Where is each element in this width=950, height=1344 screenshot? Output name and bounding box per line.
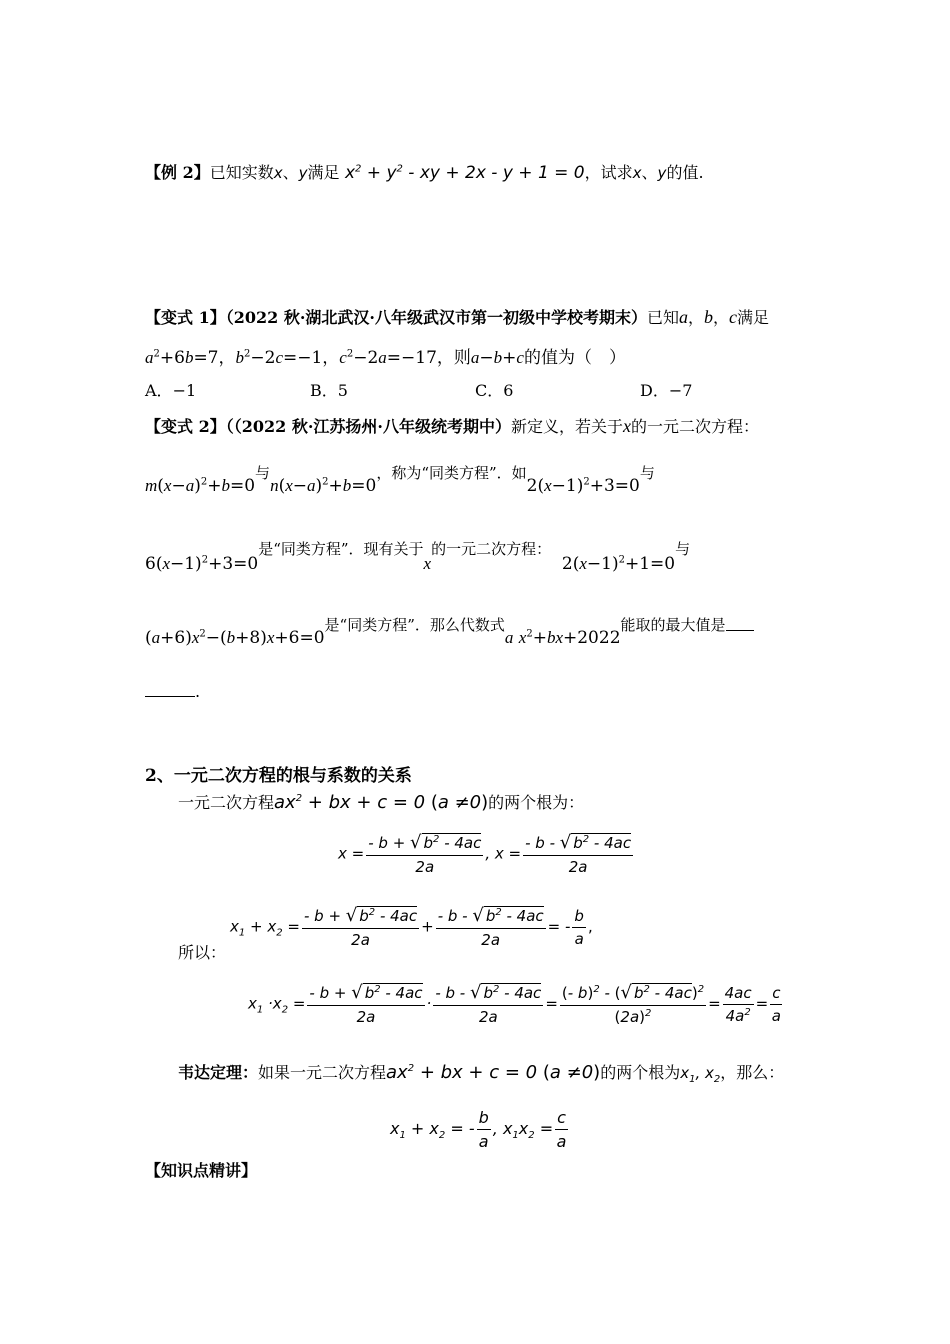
section-2-heading: 2、一元二次方程的根与系数的关系 [145,766,412,786]
variant-2-line-4: $(a+6)x^2-(b+8)x+6=0$是“同类方程”．那么代数式a $x^2+bx+2022$能取的最大值是 [145,614,754,648]
vieta-line: 韦达定理：如果一元二次方程$ax^2$ + bx + c = 0 (a ≠0)的两个根为$x_1$, $x_2$，那么： [178,1062,785,1085]
variant-2-line-1: 【变式 2】（（2022 秋·江苏扬州·八年级统考期中）新定义，若关于x的一元二次方程： [145,416,759,436]
example-2-equation: $x^2 + y^2$ - xy + 2x - y + 1 = 0 [339,163,585,183]
vieta-formula: $x_1 + x_2$ = - $\frac{b}{a}$ , $x_1x_2$ = $\frac{c}{a}$ [390,1108,567,1151]
knowledge-label: 【知识点精讲】 [145,1161,258,1180]
example-2-label: 【例 2】 [145,163,210,182]
answer-blank-2[interactable] [145,680,195,697]
product-formula: $x_1 \cdot x_2$ = $\frac{- b + √ b^2 - 4ac}{2a}$ · $\frac{- b - √ b^2 - 4ac}{2a}$ = $\frac{(- b)^2 - (√ b^2 - 4ac)^2}{(2a)^2}$ = $\frac{4ac}{4a^2}$ = $\frac{c}{a}$ [248,982,781,1026]
option-c[interactable]: C．6 [475,381,514,400]
section-2-intro: 一元二次方程$ax^2$ + bx + c = 0 (a ≠0)的两个根为： [178,792,585,813]
option-b[interactable]: B．5 [310,381,348,400]
variant-1-source: （2022 秋·湖北武汉·八年级武汉市第一初级中学校考期末） [225,308,647,327]
so-label: 所以： [178,943,227,962]
sum-formula: $x_1 + x_2$ = $\frac{- b + √ b^2 - 4ac}{2a}$ + $\frac{- b - √ b^2 - 4ac}{2a}$ = - $\frac{b}{a}$ , [230,905,593,949]
variant-1-line-1: 【变式 1】（2022 秋·湖北武汉·八年级武汉市第一初级中学校考期末）已知a，b，c满足 [145,307,770,327]
option-d[interactable]: D．−7 [640,381,693,400]
roots-formula: x = $\frac{- b + √ b^2 - 4ac}{2a}$ , x = $\frac{- b - √ b^2 - 4ac}{2a}$ [338,832,632,876]
variant-2-line-3: $6(x-1)^2+3=0$是“同类方程”．现有关于x的一元二次方程： $2(x-1)^2+1=0$与 [145,540,691,574]
example-2-line: 【例 2】已知实数x、y满足 $x^2 + y^2$ - xy + 2x - y + 1 = 0，试求x、y的值. [145,163,704,183]
variant-2-line-5: . [145,680,200,701]
variant-2-source: （（2022 秋·江苏扬州·八年级统考期中） [225,417,511,436]
variant-1-options [145,378,705,400]
variant-2-label: 【变式 2】 [145,417,226,436]
example-2-text-1: 已知实数 [209,163,274,182]
variant-2-line-2: $m(x-a)^2+b=0$与$n(x-a)^2+b=0$，称为“同类方程”．如$2(x-1)^2+3=0$与 [145,464,655,496]
vieta-label: 韦达定理： [178,1063,259,1082]
answer-blank-1[interactable] [726,614,754,631]
variant-1-line-2: $a^2+6b=7$，$b^2-2c=-1$，$c^2-2a=-17$，则a−b+c的值为（ ） [145,348,626,368]
variant-1-label: 【变式 1】 [145,308,226,327]
option-a[interactable]: A．−1 [145,381,197,400]
